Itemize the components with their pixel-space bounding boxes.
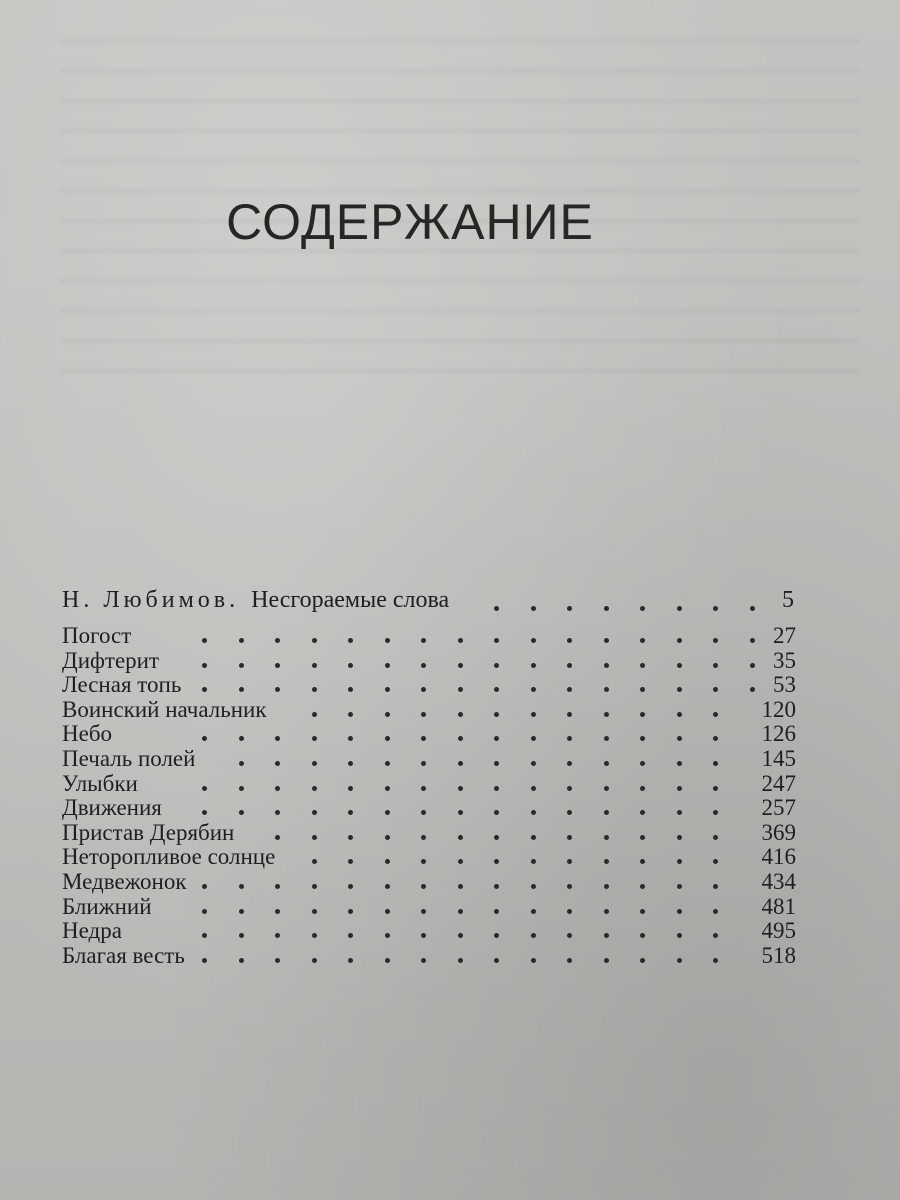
leader-dot bbox=[239, 687, 244, 692]
leader-dot bbox=[640, 958, 645, 963]
leader-dot bbox=[421, 712, 426, 717]
leader-dot bbox=[202, 909, 207, 914]
leader-dot bbox=[494, 909, 499, 914]
leader-dot bbox=[239, 736, 244, 741]
leader-dot bbox=[348, 835, 353, 840]
toc-entry-title: Погост bbox=[62, 623, 132, 648]
leader-dot bbox=[640, 663, 645, 668]
leader-dot bbox=[567, 786, 572, 791]
leader-dot bbox=[458, 810, 463, 815]
leader-dot bbox=[567, 909, 572, 914]
leader-dots bbox=[62, 895, 802, 919]
leader-dot bbox=[713, 761, 718, 766]
toc-entries bbox=[62, 624, 802, 968]
leader-dot bbox=[239, 810, 244, 815]
leader-dot bbox=[531, 909, 536, 914]
leader-dot bbox=[458, 958, 463, 963]
leader-dot bbox=[385, 909, 390, 914]
leader-dot bbox=[750, 606, 755, 611]
leader-dot bbox=[348, 786, 353, 791]
leader-dot bbox=[421, 761, 426, 766]
leader-dot bbox=[312, 736, 317, 741]
leader-dot bbox=[604, 736, 609, 741]
toc-entry-title: Недра bbox=[62, 918, 122, 944]
leader-dot bbox=[640, 909, 645, 914]
intro-page-number: 5 bbox=[782, 587, 794, 613]
leader-dot bbox=[677, 606, 682, 611]
leader-dot bbox=[385, 638, 390, 643]
leader-dot bbox=[567, 835, 572, 840]
leader-dot bbox=[567, 663, 572, 668]
toc-page-number: 247 bbox=[761, 770, 796, 796]
leader-dot bbox=[567, 810, 572, 815]
toc-row bbox=[62, 747, 802, 772]
leader-dot bbox=[531, 835, 536, 840]
leader-dot bbox=[677, 933, 682, 938]
leader-dot bbox=[604, 786, 609, 791]
leader-dot bbox=[385, 712, 390, 717]
toc-page-number: 257 bbox=[761, 795, 796, 821]
leader-dot bbox=[421, 835, 426, 840]
leader-dot bbox=[348, 638, 353, 643]
leader-dot bbox=[531, 933, 536, 938]
toc-row bbox=[62, 796, 802, 821]
leader-dot bbox=[458, 638, 463, 643]
leader-dot bbox=[348, 761, 353, 766]
toc-page-number: 53 bbox=[773, 672, 796, 698]
toc-entry-title: Улыбки bbox=[62, 770, 138, 796]
leader-dot bbox=[531, 859, 536, 864]
leader-dot bbox=[677, 736, 682, 741]
leader-dot bbox=[275, 687, 280, 692]
leader-dot bbox=[640, 859, 645, 864]
toc-row bbox=[62, 845, 802, 870]
leader-dot bbox=[604, 606, 609, 611]
leader-dot bbox=[312, 958, 317, 963]
leader-dot bbox=[202, 933, 207, 938]
leader-dot bbox=[421, 933, 426, 938]
toc-row bbox=[62, 772, 802, 797]
leader-dot bbox=[202, 687, 207, 692]
leader-dot bbox=[385, 933, 390, 938]
leader-dot bbox=[458, 786, 463, 791]
toc-entry-title: Благая весть bbox=[62, 942, 185, 968]
leader-dot bbox=[713, 909, 718, 914]
leader-dot bbox=[458, 712, 463, 717]
leader-dot bbox=[604, 835, 609, 840]
leader-dot bbox=[421, 859, 426, 864]
toc-entry-title: Печаль полей bbox=[62, 745, 196, 771]
leader-dot bbox=[640, 835, 645, 840]
toc-entry-title: Неторопливое солнце bbox=[62, 844, 276, 870]
table-of-contents bbox=[62, 582, 802, 968]
leader-dot bbox=[640, 712, 645, 717]
leader-dot bbox=[567, 638, 572, 643]
toc-page-number: 369 bbox=[761, 819, 796, 845]
leader-dot bbox=[239, 663, 244, 668]
leader-dot bbox=[275, 736, 280, 741]
leader-dot bbox=[604, 810, 609, 815]
leader-dot bbox=[312, 909, 317, 914]
leader-dot bbox=[312, 761, 317, 766]
leader-dots bbox=[62, 919, 802, 943]
leader-dot bbox=[348, 909, 353, 914]
leader-dot bbox=[604, 909, 609, 914]
toc-row bbox=[62, 821, 802, 846]
leader-dot bbox=[494, 810, 499, 815]
leader-dot bbox=[202, 884, 207, 889]
leader-dot bbox=[312, 859, 317, 864]
leader-dot bbox=[713, 958, 718, 963]
leader-dot bbox=[531, 786, 536, 791]
leader-dot bbox=[494, 606, 499, 611]
leader-dot bbox=[348, 859, 353, 864]
leader-dot bbox=[421, 638, 426, 643]
leader-dot bbox=[494, 786, 499, 791]
leader-dot bbox=[750, 687, 755, 692]
leader-dot bbox=[640, 687, 645, 692]
leader-dot bbox=[713, 884, 718, 889]
leader-dot bbox=[494, 761, 499, 766]
leader-dots bbox=[62, 944, 802, 968]
toc-page-number: 495 bbox=[761, 918, 796, 944]
leader-dot bbox=[348, 958, 353, 963]
leader-dot bbox=[421, 884, 426, 889]
leader-dot bbox=[567, 761, 572, 766]
leader-dots bbox=[62, 649, 802, 673]
leader-dot bbox=[677, 859, 682, 864]
leader-dot bbox=[604, 958, 609, 963]
leader-dot bbox=[421, 810, 426, 815]
leader-dot bbox=[567, 712, 572, 717]
leader-dot bbox=[713, 687, 718, 692]
leader-dot bbox=[677, 958, 682, 963]
leader-dot bbox=[458, 859, 463, 864]
leader-dots bbox=[62, 796, 802, 820]
leader-dot bbox=[385, 810, 390, 815]
leader-dot bbox=[567, 736, 572, 741]
leader-dot bbox=[458, 909, 463, 914]
leader-dot bbox=[677, 663, 682, 668]
toc-row bbox=[62, 895, 802, 920]
leader-dot bbox=[348, 687, 353, 692]
leader-dots bbox=[62, 698, 802, 722]
leader-dot bbox=[458, 884, 463, 889]
leader-dot bbox=[494, 712, 499, 717]
leader-dot bbox=[713, 736, 718, 741]
leader-dot bbox=[385, 884, 390, 889]
leader-dot bbox=[640, 884, 645, 889]
toc-row bbox=[62, 870, 802, 895]
intro-title: Несгораемые слова bbox=[251, 587, 450, 613]
leader-dot bbox=[677, 638, 682, 643]
leader-dot bbox=[531, 736, 536, 741]
page-title: СОДЕРЖАНИЕ bbox=[226, 194, 594, 250]
toc-page-number: 518 bbox=[761, 942, 796, 968]
leader-dot bbox=[677, 884, 682, 889]
leader-dot bbox=[348, 810, 353, 815]
leader-dot bbox=[567, 884, 572, 889]
leader-dot bbox=[531, 663, 536, 668]
leader-dot bbox=[494, 663, 499, 668]
leader-dot bbox=[531, 958, 536, 963]
leader-dots bbox=[62, 673, 802, 697]
leader-dot bbox=[677, 810, 682, 815]
toc-row bbox=[62, 722, 802, 747]
leader-dot bbox=[385, 736, 390, 741]
leader-dot bbox=[348, 884, 353, 889]
leader-dot bbox=[531, 884, 536, 889]
leader-dot bbox=[604, 761, 609, 766]
leader-dot bbox=[312, 933, 317, 938]
toc-entry-title: Пристав Дерябин bbox=[62, 819, 235, 845]
leader-dot bbox=[494, 736, 499, 741]
leader-dot bbox=[458, 687, 463, 692]
leader-dot bbox=[385, 663, 390, 668]
leader-dot bbox=[713, 663, 718, 668]
leader-dots bbox=[62, 772, 802, 796]
leader-dot bbox=[494, 638, 499, 643]
leader-dot bbox=[275, 810, 280, 815]
leader-dots bbox=[62, 870, 802, 894]
toc-entry-title: Дифтерит bbox=[62, 647, 160, 673]
leader-dot bbox=[385, 687, 390, 692]
leader-dot bbox=[202, 786, 207, 791]
leader-dot bbox=[604, 884, 609, 889]
leader-dot bbox=[202, 638, 207, 643]
leader-dot bbox=[421, 687, 426, 692]
leader-dot bbox=[275, 638, 280, 643]
leader-dot bbox=[531, 606, 536, 611]
leader-dot bbox=[421, 958, 426, 963]
leader-dot bbox=[604, 687, 609, 692]
toc-row bbox=[62, 698, 802, 723]
toc-entry-title: Ближний bbox=[62, 893, 152, 919]
leader-dot bbox=[640, 606, 645, 611]
leader-dot bbox=[677, 712, 682, 717]
leader-dot bbox=[239, 884, 244, 889]
leader-dot bbox=[531, 638, 536, 643]
leader-dot bbox=[275, 933, 280, 938]
leader-dot bbox=[348, 663, 353, 668]
toc-page-number: 126 bbox=[761, 721, 796, 747]
leader-dot bbox=[640, 933, 645, 938]
toc-page-number: 27 bbox=[773, 623, 796, 648]
leader-dot bbox=[385, 786, 390, 791]
toc-page-number: 434 bbox=[761, 868, 796, 894]
leader-dot bbox=[494, 933, 499, 938]
leader-dot bbox=[640, 638, 645, 643]
leader-dot bbox=[458, 761, 463, 766]
leader-dot bbox=[604, 663, 609, 668]
toc-row bbox=[62, 944, 802, 969]
toc-entry-title: Медвежонок bbox=[62, 868, 187, 894]
toc-page-number: 120 bbox=[761, 696, 796, 722]
leader-dot bbox=[567, 958, 572, 963]
leader-dot bbox=[275, 663, 280, 668]
leader-dot bbox=[567, 606, 572, 611]
leader-dot bbox=[202, 958, 207, 963]
leader-dot bbox=[567, 859, 572, 864]
leader-dot bbox=[202, 736, 207, 741]
leader-dot bbox=[604, 638, 609, 643]
leader-dot bbox=[275, 786, 280, 791]
leader-dot bbox=[458, 736, 463, 741]
leader-dot bbox=[312, 835, 317, 840]
leader-dot bbox=[713, 606, 718, 611]
toc-page-number: 35 bbox=[773, 647, 796, 673]
leader-dot bbox=[239, 958, 244, 963]
leader-dot bbox=[458, 663, 463, 668]
leader-dot bbox=[421, 786, 426, 791]
leader-dots bbox=[62, 747, 802, 771]
toc-row bbox=[62, 624, 802, 649]
toc-row bbox=[62, 649, 802, 674]
leader-dot bbox=[750, 638, 755, 643]
leader-dot bbox=[640, 736, 645, 741]
leader-dot bbox=[421, 736, 426, 741]
leader-dot bbox=[713, 638, 718, 643]
leader-dot bbox=[239, 933, 244, 938]
intro-author: Н. Любимов. bbox=[62, 587, 240, 613]
leader-dot bbox=[750, 663, 755, 668]
leader-dot bbox=[239, 761, 244, 766]
leader-dot bbox=[348, 712, 353, 717]
toc-row bbox=[62, 919, 802, 944]
leader-dot bbox=[458, 835, 463, 840]
leader-dot bbox=[385, 958, 390, 963]
leader-dot bbox=[312, 786, 317, 791]
leader-dot bbox=[385, 761, 390, 766]
leader-dot bbox=[312, 638, 317, 643]
leader-dot bbox=[312, 810, 317, 815]
leader-dot bbox=[421, 909, 426, 914]
leader-dot bbox=[275, 909, 280, 914]
leader-dots bbox=[62, 821, 802, 845]
toc-entry-title: Лесная топь bbox=[62, 672, 182, 698]
leader-dot bbox=[312, 687, 317, 692]
leader-dot bbox=[713, 810, 718, 815]
leader-dot bbox=[677, 786, 682, 791]
leader-dots bbox=[62, 722, 802, 746]
leader-dot bbox=[202, 810, 207, 815]
leader-dot bbox=[604, 712, 609, 717]
toc-row bbox=[62, 673, 802, 698]
leader-dot bbox=[640, 786, 645, 791]
leader-dot bbox=[640, 761, 645, 766]
leader-dots bbox=[62, 624, 802, 648]
leader-dot bbox=[531, 687, 536, 692]
toc-entry-title: Движения bbox=[62, 795, 162, 821]
leader-dot bbox=[677, 687, 682, 692]
leader-dot bbox=[385, 859, 390, 864]
toc-entry-title: Воинский начальник bbox=[62, 696, 267, 722]
leader-dot bbox=[713, 933, 718, 938]
leader-dot bbox=[713, 712, 718, 717]
leader-dot bbox=[494, 687, 499, 692]
leader-dot bbox=[202, 663, 207, 668]
leader-dot bbox=[385, 835, 390, 840]
leader-dot bbox=[348, 736, 353, 741]
toc-entry-title: Небо bbox=[62, 721, 113, 747]
leader-dot bbox=[312, 712, 317, 717]
leader-dot bbox=[531, 761, 536, 766]
leader-dot bbox=[458, 933, 463, 938]
leader-dot bbox=[531, 712, 536, 717]
leader-dot bbox=[312, 663, 317, 668]
leader-dot bbox=[640, 810, 645, 815]
leader-dot bbox=[312, 884, 317, 889]
leader-dot bbox=[531, 810, 536, 815]
leader-dot bbox=[677, 835, 682, 840]
leader-dot bbox=[239, 786, 244, 791]
leader-dot bbox=[604, 859, 609, 864]
leader-dot bbox=[239, 909, 244, 914]
toc-intro-row bbox=[62, 582, 802, 624]
leader-dot bbox=[713, 859, 718, 864]
leader-dot bbox=[348, 933, 353, 938]
leader-dot bbox=[604, 933, 609, 938]
leader-dot bbox=[713, 786, 718, 791]
leader-dot bbox=[421, 663, 426, 668]
leader-dots bbox=[62, 845, 802, 869]
leader-dot bbox=[494, 958, 499, 963]
leader-dot bbox=[494, 835, 499, 840]
leader-dot bbox=[275, 835, 280, 840]
leader-dot bbox=[713, 835, 718, 840]
leader-dot bbox=[677, 909, 682, 914]
leader-dots bbox=[62, 582, 802, 606]
toc-page-number: 145 bbox=[761, 745, 796, 771]
leader-dot bbox=[275, 884, 280, 889]
toc-page-number: 416 bbox=[761, 844, 796, 870]
leader-dot bbox=[677, 761, 682, 766]
leader-dot bbox=[239, 638, 244, 643]
leader-dot bbox=[275, 958, 280, 963]
leader-dot bbox=[494, 859, 499, 864]
leader-dot bbox=[567, 687, 572, 692]
toc-page-number: 481 bbox=[761, 893, 796, 919]
leader-dot bbox=[567, 933, 572, 938]
leader-dot bbox=[275, 761, 280, 766]
leader-dot bbox=[494, 884, 499, 889]
